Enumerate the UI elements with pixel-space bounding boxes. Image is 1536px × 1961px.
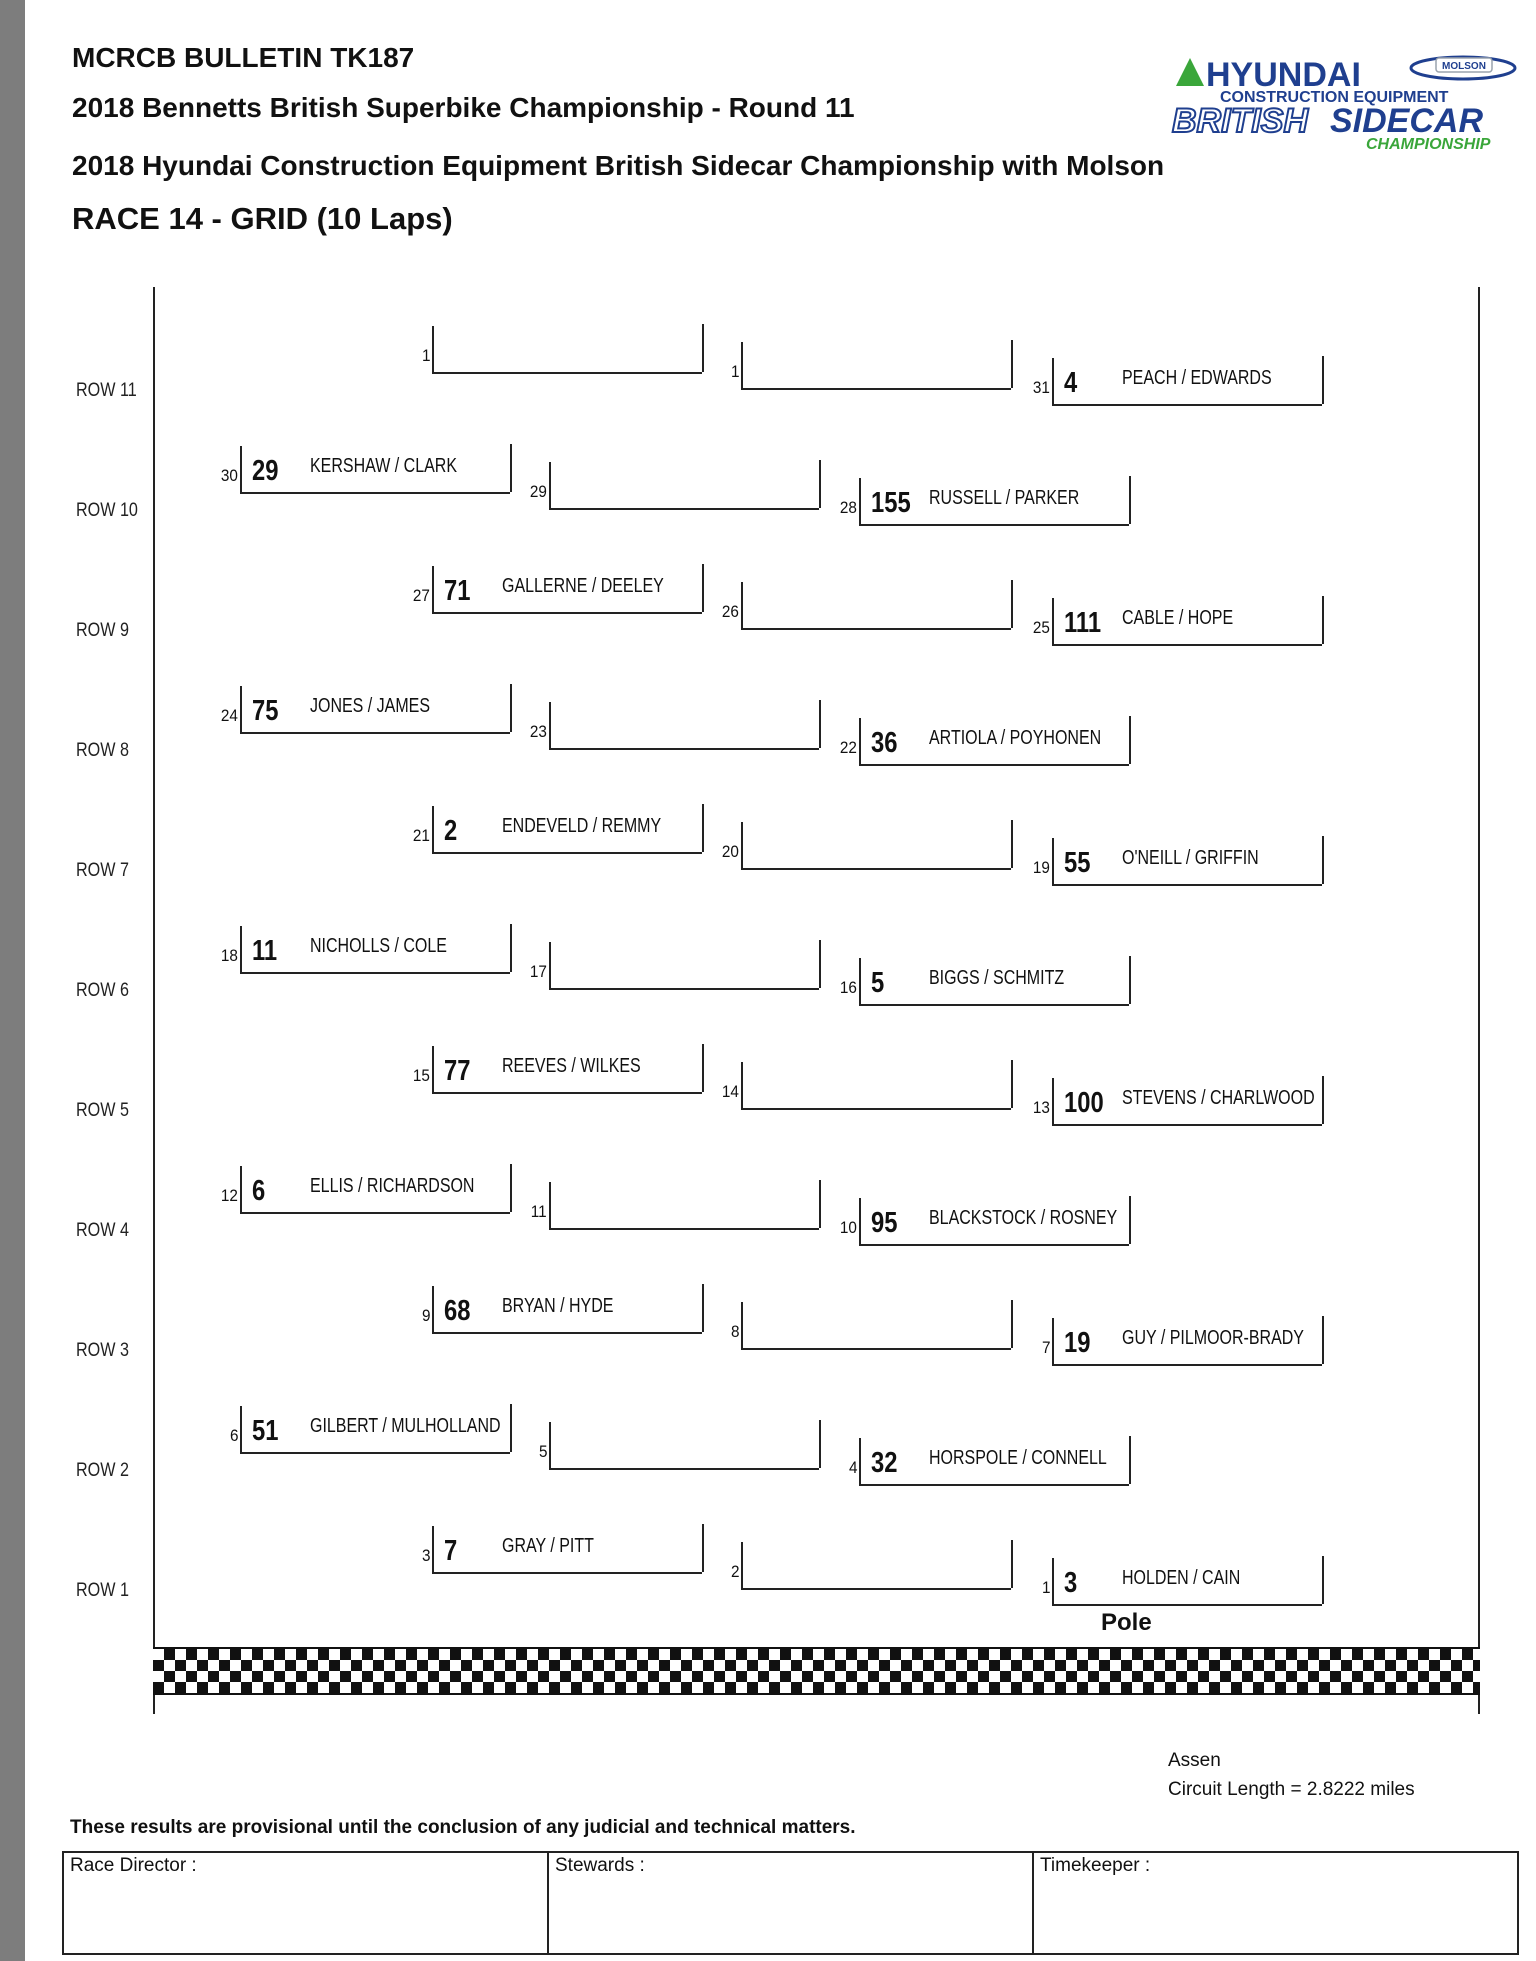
grid-position: 1	[730, 362, 739, 381]
grid-position: 6	[229, 1426, 238, 1445]
row-label: ROW 11	[76, 380, 137, 401]
race-number: 32	[871, 1447, 898, 1479]
crew-names: HORSPOLE / CONNELL	[929, 1447, 1107, 1469]
grid-slot	[529, 942, 819, 990]
crew-names: GALLERNE / DEELEY	[502, 575, 664, 597]
grid-slot	[229, 1406, 510, 1454]
row-label: ROW 2	[76, 1460, 129, 1481]
grid-slot	[220, 926, 510, 974]
grid-slot	[1041, 1558, 1322, 1606]
grid-slot	[1032, 358, 1322, 406]
grid-slot	[1032, 1078, 1322, 1126]
race-number: 95	[871, 1207, 898, 1239]
race-number: 75	[252, 695, 279, 727]
grid-slot	[721, 582, 1011, 630]
grid-slot	[421, 1286, 702, 1334]
race-number: 19	[1064, 1327, 1091, 1359]
crew-names: BIGGS / SCHMITZ	[929, 967, 1065, 989]
row-label: ROW 8	[76, 740, 129, 761]
race-number: 155	[871, 487, 911, 519]
race-number: 4	[1064, 367, 1078, 399]
grid-position: 17	[529, 962, 547, 981]
grid-position: 14	[721, 1082, 739, 1101]
sidecar-championship-title: 2018 Hyundai Construction Equipment British Sidecar Championship with Molson	[72, 150, 1165, 181]
page-side-margin	[0, 0, 25, 1961]
row-label: ROW 3	[76, 1340, 129, 1361]
grid-position: 11	[531, 1202, 547, 1221]
race-number: 51	[252, 1415, 279, 1447]
grid-position: 15	[412, 1066, 430, 1085]
grid-position: 20	[721, 842, 739, 861]
row-label: ROW 4	[76, 1220, 129, 1241]
track-name: Assen	[1168, 1750, 1221, 1771]
race-number: 100	[1064, 1087, 1104, 1119]
crew-names: GUY / PILMOOR-BRADY	[1122, 1327, 1304, 1349]
crew-names: STEVENS / CHARLWOOD	[1122, 1087, 1315, 1109]
race-number: 29	[252, 455, 279, 487]
grid-position: 26	[721, 602, 739, 621]
crew-names: PEACH / EDWARDS	[1122, 367, 1272, 389]
grid-position: 4	[848, 1458, 857, 1477]
grid-position: 22	[839, 738, 857, 757]
crew-names: JONES / JAMES	[310, 695, 431, 717]
logo-word-sidecar: SIDECAR	[1330, 102, 1484, 140]
grid-position: 12	[220, 1186, 238, 1205]
grid-position: 9	[421, 1306, 430, 1325]
race-number: 11	[252, 935, 278, 967]
grid-slot	[1041, 1318, 1322, 1366]
crew-names: ENDEVELD / REMMY	[502, 815, 662, 837]
grid-position: 25	[1032, 618, 1050, 637]
crew-names: GRAY / PITT	[502, 1535, 594, 1557]
row-label: ROW 5	[76, 1100, 129, 1121]
race-number: 7	[444, 1535, 458, 1567]
race-number: 111	[1064, 607, 1102, 639]
grid-slot	[839, 478, 1129, 526]
race-number: 71	[444, 575, 471, 607]
race-number: 3	[1064, 1567, 1078, 1599]
grid-slot	[1032, 598, 1322, 646]
grid-slot	[730, 1302, 1011, 1350]
grid-position: 1	[421, 346, 430, 365]
grid-position: 27	[412, 586, 430, 605]
timekeeper-cell	[1034, 1853, 1517, 1953]
pole-label: Pole	[1101, 1609, 1152, 1636]
timekeeper-label: Timekeeper :	[1040, 1855, 1151, 1876]
row-label: ROW 9	[76, 620, 129, 641]
chequered-start-line	[153, 1647, 1480, 1695]
grid-position: 28	[839, 498, 857, 517]
grid-position: 7	[1041, 1338, 1050, 1357]
crew-names: GILBERT / MULHOLLAND	[310, 1415, 501, 1437]
race-number: 5	[871, 967, 885, 999]
race-number: 2	[444, 815, 458, 847]
grid-slot	[839, 958, 1129, 1006]
row-label: ROW 1	[76, 1580, 129, 1601]
race-number: 77	[444, 1055, 471, 1087]
grid-slot	[220, 686, 510, 734]
stewards-label: Stewards :	[555, 1855, 645, 1876]
grid-position: 30	[220, 466, 238, 485]
crew-names: CABLE / HOPE	[1122, 607, 1234, 629]
grid-slot	[538, 1422, 819, 1470]
grid-slot	[412, 566, 702, 614]
crew-names: KERSHAW / CLARK	[310, 455, 457, 477]
grid-position: 1	[1041, 1578, 1050, 1597]
grid-slot	[721, 1062, 1011, 1110]
crew-names: ARTIOLA / POYHONEN	[929, 727, 1102, 749]
circuit-length: Circuit Length = 2.8222 miles	[1168, 1779, 1415, 1800]
grid-position: 21	[412, 826, 430, 845]
grid-slot	[839, 1198, 1129, 1246]
race-director-label: Race Director :	[70, 1855, 197, 1876]
logo-word-championship: CHAMPIONSHIP	[1366, 136, 1491, 153]
grid-position: 24	[220, 706, 238, 725]
grid-position: 2	[730, 1562, 739, 1581]
grid-position: 19	[1032, 858, 1050, 877]
grid-slot	[730, 342, 1011, 390]
grid-slot	[529, 462, 819, 510]
race-number: 6	[252, 1175, 266, 1207]
race-number: 36	[871, 727, 898, 759]
bulletin-title: MCRCB BULLETIN TK187	[72, 42, 415, 73]
row-label: ROW 10	[76, 500, 138, 521]
grid-slot	[220, 1166, 510, 1214]
hyundai-triangle-icon	[1176, 58, 1204, 86]
grid-position: 23	[529, 722, 547, 741]
crew-names: REEVES / WILKES	[502, 1055, 641, 1077]
championship-logo	[1168, 44, 1520, 154]
grid-slot	[848, 1438, 1129, 1486]
provisional-disclaimer: These results are provisional until the conclusion of any judicial and technical matters.	[70, 1817, 856, 1838]
row-label: ROW 7	[76, 860, 129, 881]
grid-slot	[531, 1182, 819, 1230]
race-number: 55	[1064, 847, 1091, 879]
grid-slot	[412, 806, 702, 854]
grid-slot	[412, 1046, 702, 1094]
grid-right-border	[1478, 287, 1480, 1714]
crew-names: BLACKSTOCK / ROSNEY	[929, 1207, 1118, 1229]
crew-names: HOLDEN / CAIN	[1122, 1567, 1241, 1589]
crew-names: BRYAN / HYDE	[502, 1295, 614, 1317]
logo-subtitle: CONSTRUCTION EQUIPMENT	[1220, 89, 1449, 106]
grid-position: 5	[538, 1442, 547, 1461]
crew-names: O'NEILL / GRIFFIN	[1122, 847, 1259, 869]
grid-position: 3	[421, 1546, 430, 1565]
grid-slot	[730, 1542, 1011, 1590]
stewards-cell	[549, 1853, 1034, 1953]
grid-position: 18	[220, 946, 238, 965]
race-title: RACE 14 - GRID (10 Laps)	[72, 201, 453, 236]
grid-slot	[220, 446, 510, 494]
championship-title: 2018 Bennetts British Superbike Championship - Round 11	[72, 92, 855, 123]
grid-position: 31	[1032, 378, 1050, 397]
grid-slot	[839, 718, 1129, 766]
logo-brand: HYUNDAI	[1206, 56, 1361, 94]
crew-names: NICHOLLS / COLE	[310, 935, 447, 957]
grid-left-border	[153, 287, 155, 1714]
grid-slot	[421, 326, 702, 374]
grid-slot	[1032, 838, 1322, 886]
crew-names: RUSSELL / PARKER	[929, 487, 1080, 509]
grid-slot	[721, 822, 1011, 870]
grid-position: 13	[1032, 1098, 1050, 1117]
grid-slot	[421, 1526, 702, 1574]
logo-sponsor: MOLSON	[1442, 61, 1486, 72]
grid-slot	[529, 702, 819, 750]
grid-position: 8	[730, 1322, 739, 1341]
row-label: ROW 6	[76, 980, 129, 1001]
race-number: 68	[444, 1295, 471, 1327]
race-director-cell	[64, 1853, 549, 1953]
crew-names: ELLIS / RICHARDSON	[310, 1175, 475, 1197]
grid-position: 16	[839, 978, 857, 997]
grid-position: 10	[839, 1218, 857, 1237]
grid-position: 29	[529, 482, 547, 501]
logo-word-british: BRITISH	[1172, 102, 1308, 140]
signature-box	[62, 1851, 1519, 1955]
